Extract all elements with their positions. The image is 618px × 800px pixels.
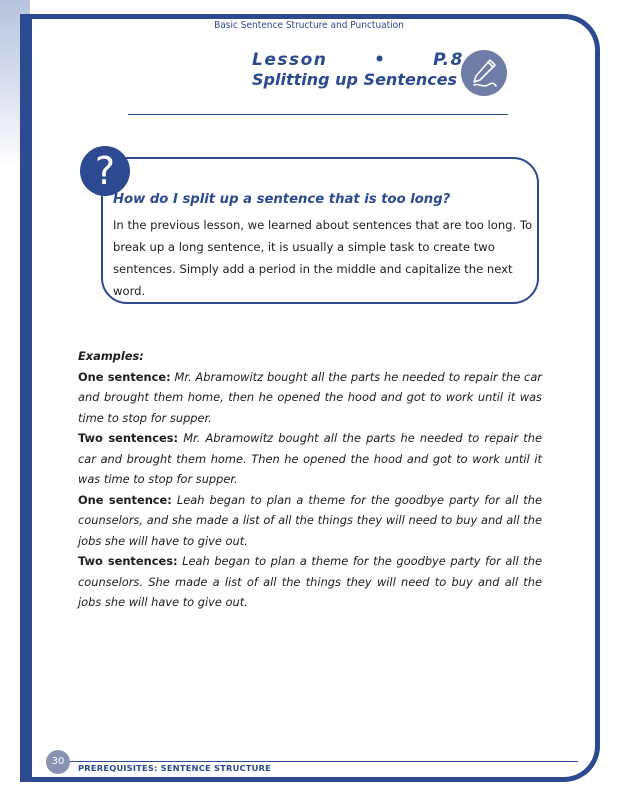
question-body: In the previous lesson, we learned about sentences that are too long. To break up a long sentence, it is usually a simple task to create two sentences. Simply add a period in the middle and capitalize the next word. <box>113 218 533 298</box>
example-item <box>78 490 542 552</box>
example-label: One sentence: <box>78 369 171 384</box>
example-text: Mr. Abramowitz bought all the parts he needed to repair the car and brought them home, then he opened the hood and got to work until it was time to stop for supper. <box>78 369 542 425</box>
lesson-page: P.8 <box>433 50 464 70</box>
examples-heading: Examples: <box>78 349 144 363</box>
example-text: Mr. Abramowitz bought all the parts he needed to repair the car and brought them home. Then he opened the hood and got to work until it was time to stop for supper. <box>78 431 542 486</box>
examples-section <box>78 346 542 613</box>
question-mark-icon: ? <box>80 146 130 196</box>
page-number: 30 <box>46 750 70 774</box>
example-item <box>78 551 542 613</box>
lesson-word: Lesson <box>252 50 328 70</box>
book-title: Basic Sentence Structure and Punctuation <box>214 20 404 31</box>
lesson-heading <box>252 50 464 90</box>
example-text: Leah began to plan a theme for the goodbye party for all the counselors. She made a list of all the things they will need to buy and all the jobs she will have to give out. <box>78 554 542 609</box>
header-divider <box>128 114 508 115</box>
pen-icon <box>461 50 507 96</box>
example-item <box>78 428 542 490</box>
lesson-bullet: • <box>374 50 387 70</box>
footer-section-title: PREREQUISITES: SENTENCE STRUCTURE <box>78 763 272 773</box>
example-label: One sentence: <box>78 492 172 507</box>
lesson-title: Splitting up Sentences <box>252 70 458 89</box>
example-text: Leah began to plan a theme for the goodbye party for all the counselors, and she made a list of all the things they will need to buy and all the jobs she will have to give out. <box>78 492 542 548</box>
question-heading: How do I split up a sentence that is too long? <box>113 192 451 207</box>
example-label: Two sentences: <box>78 554 178 568</box>
footer-divider <box>60 761 578 762</box>
example-item <box>78 367 542 429</box>
example-label: Two sentences: <box>78 431 179 445</box>
